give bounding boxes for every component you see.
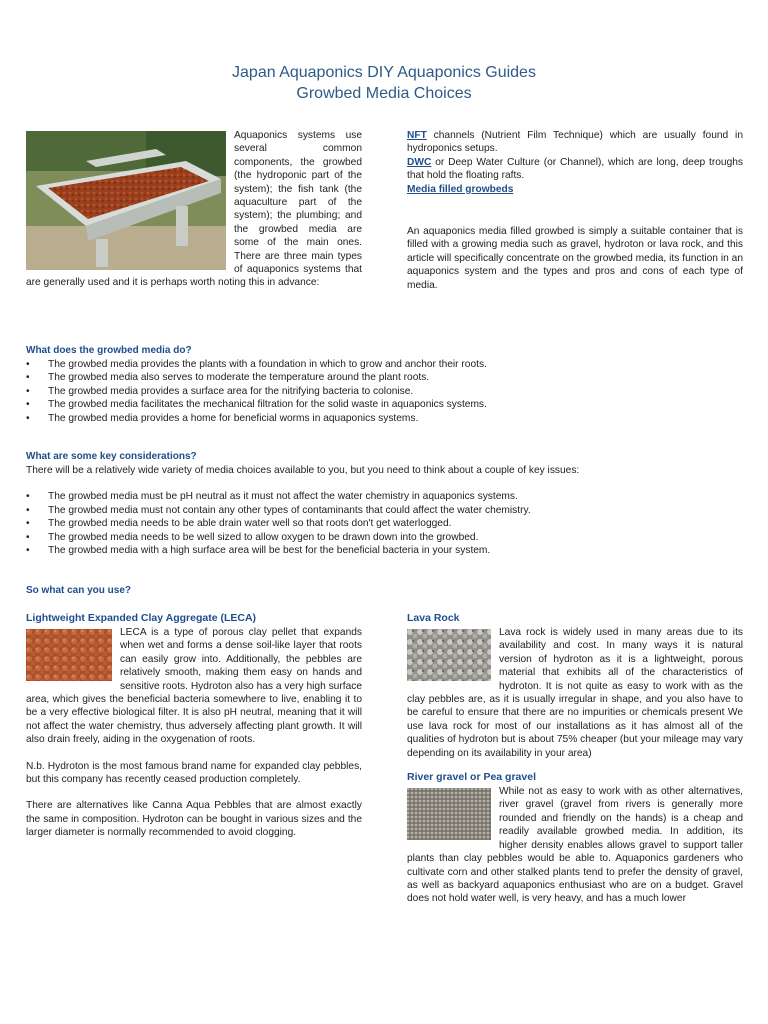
media-filled-link[interactable]: Media filled growbeds xyxy=(407,183,514,195)
leca-para-3: There are alternatives like Canna Aqua Pebbles that are almost exactly the same in composition. Hydroton can be bought in various sizes and the larger diameter is normally recommended to avoid clogging. xyxy=(26,800,362,839)
gravel-image xyxy=(407,788,491,840)
section1-list xyxy=(26,358,746,425)
intro-right xyxy=(407,129,743,292)
list-item: • The growbed media needs to be well sized to allow oxygen to be drawn down into the growbed. xyxy=(26,531,746,544)
leca-para-1: LECA is a type of porous clay pellet that expands when wet and forms a dense soil-like layer that roots can easily grow into. Additionally, the pebbles are relatively smooth, making them easy on hands and sensitive roots. Hydroton also has a very high surface area, which gives the beneficial bacteria somewhere to live, enabling it to be a very effective biological filter. It is also pH neutral, meaning that it will not affect the water chemistry, thus adversely affecting plant growth. It will also drain freely, aiding in the oxygenation of roots. xyxy=(26,627,362,746)
intro-left-text: Aquaponics systems use several common components, the growbed (the hydroponic part of the system); the fish tank (the aquaculture part of the system); the plumbing; and the growbed media are some of the main ones. There are three main types of aquaponics systems that are generally used and it is perhaps worth noting this in advance: xyxy=(26,130,362,289)
lava-para: Lava rock is widely used in many areas due to its availability and cost. In many ways it is natural version of hydroton as it is a lightweight, porous material that exhibits all of the characteristics of hydroton. It is not quite as easy to work with as the clay pebbles are, as it is usually irregular in shape, and you also have to be careful to ensure that there are no impurities or chemicals present We use lava rock for most of our installations as it has almost all of the qualities of hydroton but is about 75% cheaper (but your mileage may vary depending on its availability in your area) xyxy=(407,627,743,759)
nft-text: channels (Nutrient Film Technique) which are usually found in hydroponics setups. xyxy=(407,130,743,155)
lava-photo xyxy=(407,629,491,681)
section3-heading: So what can you use? xyxy=(26,585,132,596)
list-item: • The growbed media provides a home for beneficial worms in aquaponics systems. xyxy=(26,412,746,425)
section-key-considerations xyxy=(26,450,746,557)
section2-list xyxy=(26,490,746,557)
section1-heading: What does the growbed media do? xyxy=(26,345,192,356)
list-item: • The growbed media with a high surface area will be best for the beneficial bacteria in your system. xyxy=(26,544,746,557)
growbed-photo xyxy=(26,131,226,270)
media-line xyxy=(407,183,743,196)
list-item: • The growbed media must not contain any other types of contaminants that could affect the water chemistry. xyxy=(26,504,746,517)
page-title xyxy=(0,62,768,104)
list-item: • The growbed media provides a surface area for the nitrifying bacteria to colonise. xyxy=(26,385,746,398)
list-item: • The growbed media also serves to moderate the temperature around the plant roots. xyxy=(26,371,746,384)
leca-para-2: N.b. Hydroton is the most famous brand name for expanded clay pebbles, but this company has recently ceased production completely. xyxy=(26,760,362,786)
nft-line xyxy=(407,129,743,156)
title-line-2: Growbed Media Choices xyxy=(296,85,472,102)
lava-column xyxy=(407,611,743,906)
lava-heading: Lava Rock xyxy=(407,612,460,624)
title-line-1: Japan Aquaponics DIY Aquaponics Guides xyxy=(232,64,536,81)
section2-intro: There will be a relatively wide variety of media choices available to you, but you need to think about a couple of key issues: xyxy=(26,465,580,476)
dwc-text: or Deep Water Culture (or Channel), which are long, deep troughs that hold the floating rafts. xyxy=(407,156,743,182)
leca-heading: Lightweight Expanded Clay Aggregate (LECA) xyxy=(26,612,257,624)
gravel-photo xyxy=(407,788,491,840)
lava-rock-image xyxy=(407,629,491,681)
leca-photo xyxy=(26,629,112,681)
growbed-photo-image xyxy=(26,131,226,270)
dwc-link[interactable]: DWC xyxy=(407,156,432,168)
list-item: • The growbed media needs to be able drain water well so that roots don't get waterlogged. xyxy=(26,517,746,530)
section2-heading: What are some key considerations? xyxy=(26,451,197,462)
section-media-do xyxy=(26,344,746,425)
leca-pebbles-image xyxy=(26,629,112,681)
gravel-para: While not as easy to work with as other alternatives, river gravel (gravel from rivers is generally more rounded and friendly on the hands) is a cheap and readily available growbed media. In addition, its higher density enables allows gravel to support taller plants than clay pebbles would be able to. Aquaponics gardeners who cultivate corn and other stalked plants tend to prefer the density of gravel, as well as backyard aquaponics enthusiast who are on a budget. Gravel does not hold water well, is very heavy, and has a much lower xyxy=(407,786,743,905)
list-item: • The growbed media provides the plants with a foundation in which to grow and anchor their roots. xyxy=(26,358,746,371)
nft-link[interactable]: NFT xyxy=(407,130,427,141)
dwc-line xyxy=(407,156,743,183)
list-item: • The growbed media must be pH neutral as it must not affect the water chemistry in aquaponics systems. xyxy=(26,490,746,503)
leca-column xyxy=(26,611,362,840)
gravel-heading: River gravel or Pea gravel xyxy=(407,771,536,784)
intro-right-text: An aquaponics media filled growbed is simply a suitable container that is filled with a growing media such as gravel, hydroton or lava rock, and this article will specifically concentrate on the growbed media, its function in an aquaponics system and the types and pros and cons of each type of media. xyxy=(407,226,743,291)
intro-left xyxy=(26,129,362,290)
list-item: • The growbed media facilitates the mechanical filtration for the solid waste in aquaponics systems. xyxy=(26,398,746,411)
